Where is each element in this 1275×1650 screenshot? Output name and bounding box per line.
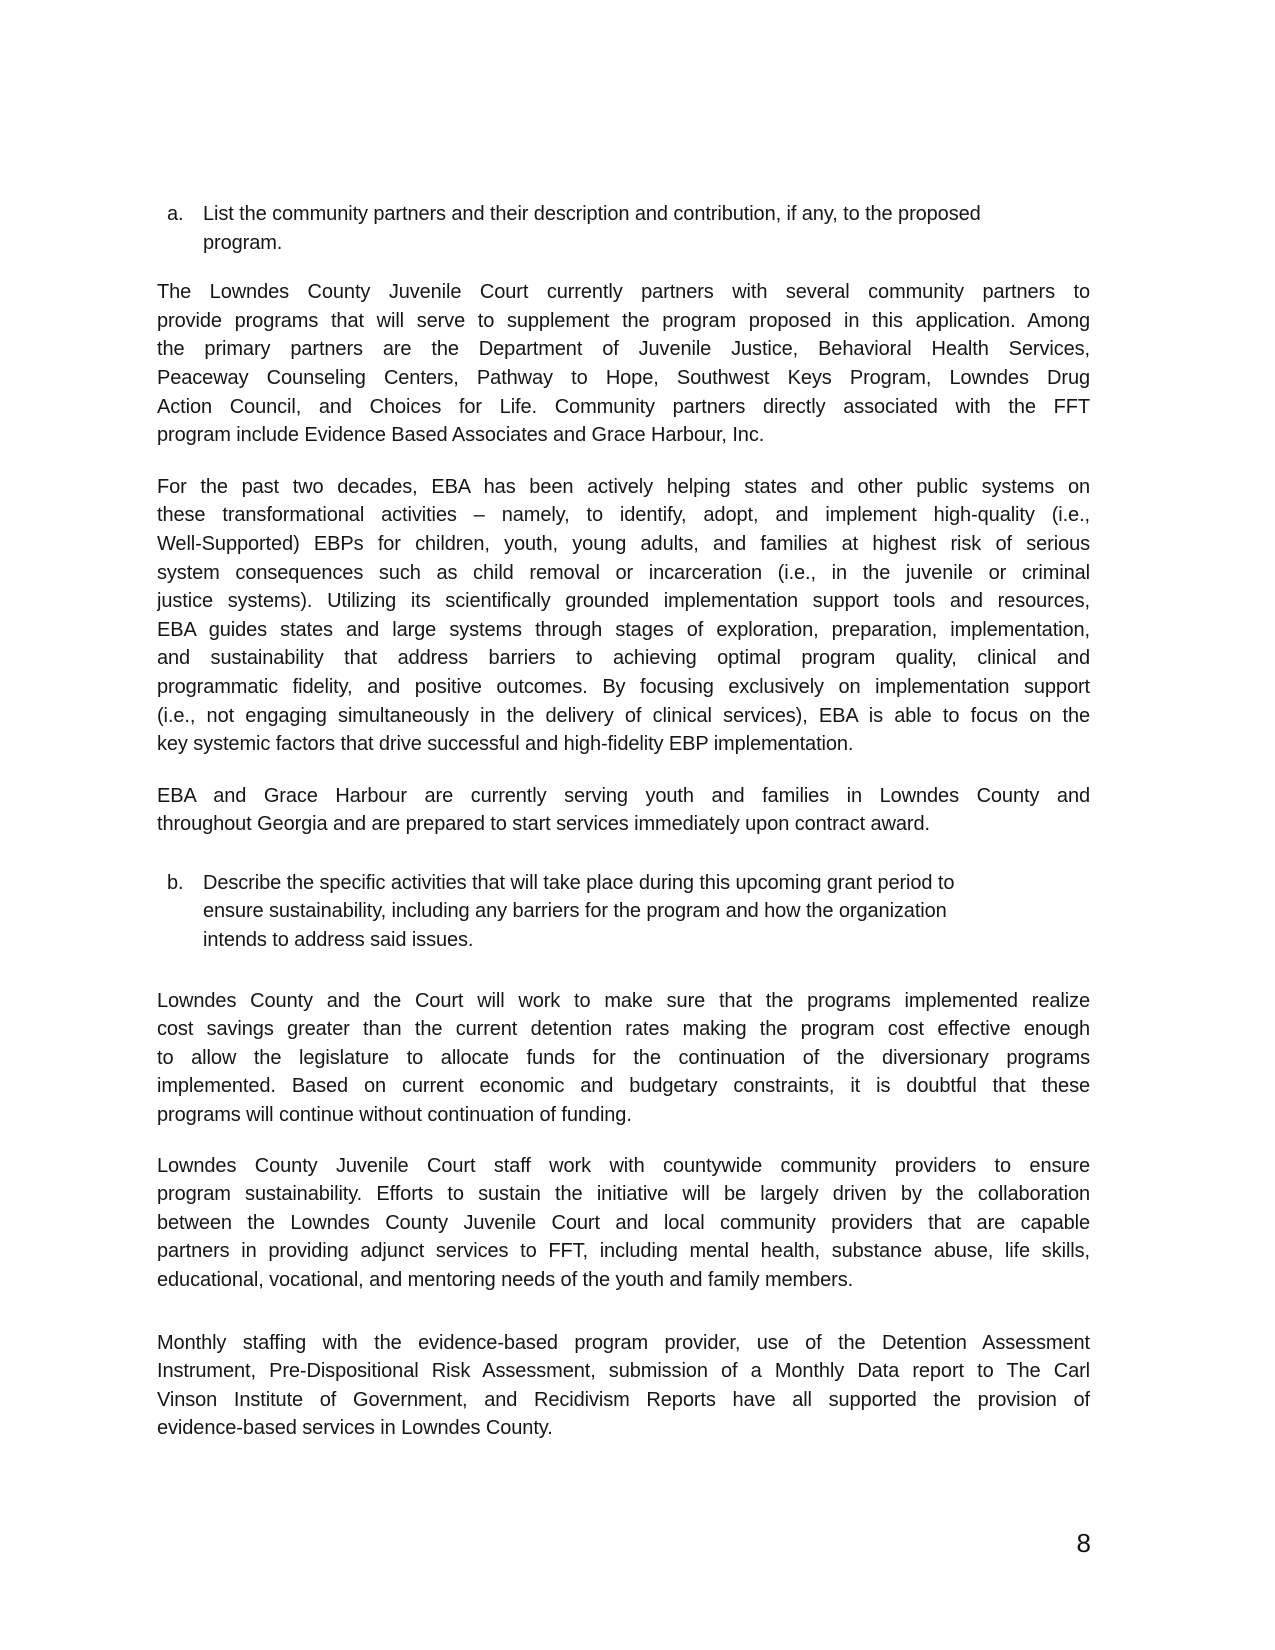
text-line: program sustainability. Efforts to sustain the initiative will be largely driven by the collaboration: [157, 1183, 1090, 1206]
text-line: Well-Supported) EBPs for children, youth, young adults, and families at highest risk of serious: [157, 532, 1090, 555]
text-line: programs will continue without continuation of funding.: [157, 1104, 632, 1127]
text-line: provide programs that will serve to supplement the program proposed in this application. Among: [157, 309, 1090, 332]
text-line: intends to address said issues.: [203, 929, 474, 952]
text-line: system consequences such as child removal or incarceration (i.e., in the juvenile or criminal: [157, 561, 1090, 584]
text-line: List the community partners and their description and contribution, if any, to the proposed: [203, 203, 981, 225]
text-line: Lowndes County and the Court will work to make sure that the programs implemented realize: [157, 989, 1090, 1012]
para-3: [157, 782, 1090, 839]
page-number: 8: [1076, 1528, 1091, 1558]
text-line: Describe the specific activities that will take place during this upcoming grant period to: [203, 871, 955, 894]
text-line: program.: [203, 231, 283, 254]
para-5: [157, 1152, 1090, 1295]
text-line: ensure sustainability, including any barriers for the program and how the organization: [203, 900, 947, 923]
text-line: educational, vocational, and mentoring needs of the youth and family members.: [157, 1269, 854, 1291]
text-line: Action Council, and Choices for Life. Community partners directly associated with the FFT: [157, 395, 1090, 418]
item-a: [157, 200, 1090, 257]
text-line: Lowndes County Juvenile Court staff work with countywide community providers to ensure: [157, 1154, 1090, 1177]
text-line: partners in providing adjunct services to FFT, including mental health, substance abuse, life skills,: [157, 1240, 1090, 1263]
text-line: cost savings greater than the current detention rates making the program cost effective enough: [157, 1018, 1090, 1041]
text-line: evidence-based services in Lowndes County.: [157, 1417, 553, 1440]
document-body: [157, 200, 1090, 1443]
text-line: programmatic fidelity, and positive outcomes. By focusing exclusively on implementation support: [157, 675, 1090, 698]
text-line: key systemic factors that drive successful and high-fidelity EBP implementation.: [157, 733, 854, 756]
text-line: program include Evidence Based Associates and Grace Harbour, Inc.: [157, 424, 765, 447]
text-line: and sustainability that address barriers to achieving optimal program quality, clinical and: [157, 647, 1090, 670]
text-line: EBA and Grace Harbour are currently serving youth and families in Lowndes County and: [157, 784, 1090, 807]
text-line: Monthly staffing with the evidence-based program provider, use of the Detention Assessment: [157, 1331, 1090, 1354]
text-line: For the past two decades, EBA has been actively helping states and other public systems on: [157, 475, 1090, 498]
text-line: to allow the legislature to allocate funds for the continuation of the diversionary programs: [157, 1046, 1090, 1069]
para-6: [157, 1329, 1090, 1443]
item-b-marker: b.: [167, 871, 184, 894]
text-line: Instrument, Pre-Dispositional Risk Assessment, submission of a Monthly Data report to The Carl: [157, 1360, 1090, 1383]
para-2: [157, 473, 1090, 759]
text-line: throughout Georgia and are prepared to start services immediately upon contract award.: [157, 813, 930, 836]
text-line: implemented. Based on current economic and budgetary constraints, it is doubtful that these: [157, 1075, 1090, 1098]
text-line: (i.e., not engaging simultaneously in the delivery of clinical services), EBA is able to focus on the: [157, 704, 1090, 727]
text-line: these transformational activities – namely, to identify, adopt, and implement high-quality (i.e.,: [157, 504, 1090, 527]
text-line: the primary partners are the Department of Juvenile Justice, Behavioral Health Services,: [157, 338, 1090, 361]
text-line: Vinson Institute of Government, and Recidivism Reports have all supported the provision of: [157, 1388, 1090, 1411]
text-line: The Lowndes County Juvenile Court currently partners with several community partners to: [157, 281, 1090, 304]
text-line: justice systems). Utilizing its scientifically grounded implementation support tools and resources,: [157, 590, 1090, 613]
para-1: [157, 278, 1090, 450]
text-line: Peaceway Counseling Centers, Pathway to Hope, Southwest Keys Program, Lowndes Drug: [157, 366, 1090, 389]
item-b: [157, 869, 1090, 955]
text-line: between the Lowndes County Juvenile Court and local community providers that are capable: [157, 1211, 1090, 1234]
item-a-marker: a.: [167, 203, 184, 225]
text-line: EBA guides states and large systems through stages of exploration, preparation, implementation,: [157, 618, 1090, 641]
para-4: [157, 987, 1090, 1130]
